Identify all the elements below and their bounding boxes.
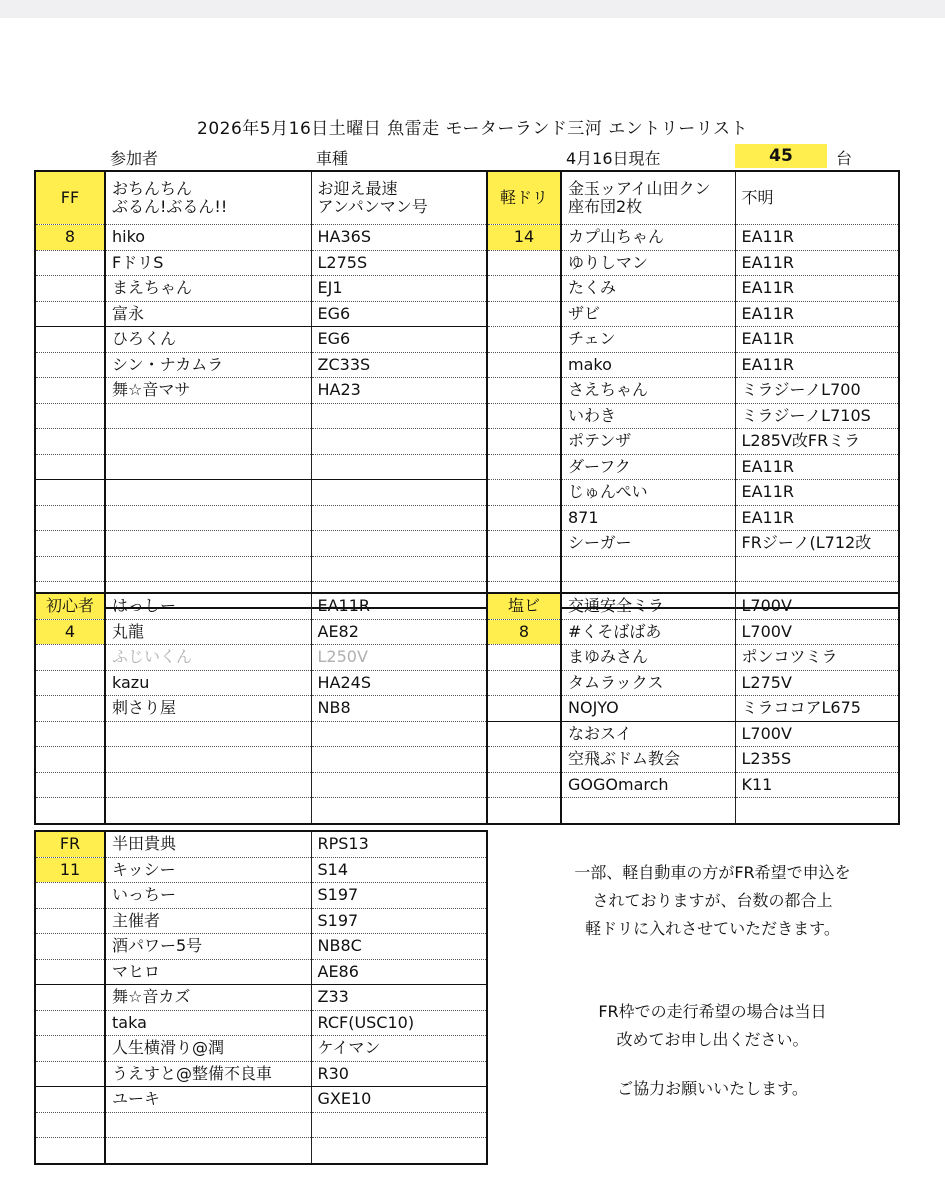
label-cell — [487, 301, 561, 327]
participant-name: ポテンザ — [561, 429, 735, 455]
participant-name: NOJYO — [561, 696, 735, 722]
label-cell — [35, 959, 105, 985]
label-cell — [487, 798, 561, 824]
table-row — [487, 798, 899, 824]
car-model: 不明 — [735, 171, 899, 225]
car-model — [311, 1112, 487, 1138]
label-cell — [35, 250, 105, 276]
participant-name: おちんちん ぶるん!ぶるん!! — [105, 171, 311, 225]
car-model: L285V改FRミラ — [735, 429, 899, 455]
participant-name — [105, 747, 311, 773]
label-cell — [35, 505, 105, 531]
label-cell — [35, 531, 105, 557]
category-label: 塩ビ — [487, 593, 561, 619]
participant-name: ザビ — [561, 301, 735, 327]
table-row — [35, 883, 487, 909]
label-cell — [35, 798, 105, 824]
notice-line-5: 改めてお申し出ください。 — [616, 1030, 809, 1049]
kei-drift-table — [486, 170, 900, 609]
category-count: 11 — [35, 857, 105, 883]
table-row — [35, 225, 487, 251]
participant-name: 空飛ぶドム教会 — [561, 747, 735, 773]
table-row — [35, 556, 487, 582]
table-row — [35, 619, 487, 645]
table-row — [487, 429, 899, 455]
label-cell — [487, 378, 561, 404]
table-row — [487, 480, 899, 506]
participant-name: マヒロ — [105, 959, 311, 985]
table-row — [487, 301, 899, 327]
car-model: RCF(USC10) — [311, 1010, 487, 1036]
car-model — [735, 556, 899, 582]
car-model: ZC33S — [311, 352, 487, 378]
table-row — [35, 593, 487, 619]
car-model: GXE10 — [311, 1087, 487, 1113]
car-header: 車種 — [316, 149, 349, 168]
car-model — [311, 531, 487, 557]
label-cell — [35, 1036, 105, 1062]
car-model: EA11R — [735, 327, 899, 353]
table-row — [487, 772, 899, 798]
car-model: EA11R — [735, 505, 899, 531]
table-row — [487, 378, 899, 404]
table-row — [35, 696, 487, 722]
category-label: 初心者 — [35, 593, 105, 619]
participant-name: 酒パワー5号 — [105, 934, 311, 960]
label-cell — [35, 276, 105, 302]
label-cell — [35, 908, 105, 934]
car-model — [311, 772, 487, 798]
car-model: お迎え最速 アンパンマン号 — [311, 171, 487, 225]
car-model: EG6 — [311, 327, 487, 353]
car-model: EJ1 — [311, 276, 487, 302]
participant-name — [105, 1112, 311, 1138]
label-cell — [487, 429, 561, 455]
car-model: FRジーノ(L712改 — [735, 531, 899, 557]
car-model: L275V — [735, 670, 899, 696]
participant-name: さえちゃん — [561, 378, 735, 404]
category-label: 軽ドリ — [487, 171, 561, 225]
label-cell — [35, 556, 105, 582]
table-row — [35, 352, 487, 378]
label-cell — [487, 696, 561, 722]
label-cell — [35, 1112, 105, 1138]
label-cell — [487, 645, 561, 671]
category-count: 8 — [487, 619, 561, 645]
table-row — [487, 171, 899, 225]
table-row — [487, 645, 899, 671]
label-cell — [35, 721, 105, 747]
car-model — [311, 454, 487, 480]
label-cell — [487, 531, 561, 557]
label-cell — [35, 645, 105, 671]
car-model: EG6 — [311, 301, 487, 327]
participant-name: なおスイ — [561, 721, 735, 747]
participant-name: まゆみさん — [561, 645, 735, 671]
table-row — [487, 619, 899, 645]
car-model: NB8 — [311, 696, 487, 722]
participant-name: キッシー — [105, 857, 311, 883]
notice-line-1: 一部、軽自動車の方がFR希望で申込を — [574, 863, 851, 882]
participant-name: 主催者 — [105, 908, 311, 934]
fr-table — [34, 830, 488, 1165]
participant-name: はっしー — [105, 593, 311, 619]
table-row — [487, 225, 899, 251]
car-model: L700V — [735, 619, 899, 645]
participant-name: チェン — [561, 327, 735, 353]
car-model: K11 — [735, 772, 899, 798]
table-row — [35, 276, 487, 302]
car-model: HA23 — [311, 378, 487, 404]
table-row — [35, 505, 487, 531]
table-row — [35, 747, 487, 773]
participant-name — [105, 772, 311, 798]
participant-name: 舞☆音カズ — [105, 985, 311, 1011]
table-row — [35, 959, 487, 985]
table-row — [487, 276, 899, 302]
label-cell — [487, 556, 561, 582]
label-cell — [35, 670, 105, 696]
car-model: S197 — [311, 908, 487, 934]
label-cell — [35, 352, 105, 378]
label-cell — [487, 480, 561, 506]
table-row — [35, 301, 487, 327]
label-cell — [35, 1087, 105, 1113]
table-row — [487, 403, 899, 429]
participant-name: 富永 — [105, 301, 311, 327]
participant-name — [105, 454, 311, 480]
category-label: FR — [35, 831, 105, 857]
car-model — [311, 480, 487, 506]
table-row — [35, 403, 487, 429]
label-cell — [35, 696, 105, 722]
car-model: EA11R — [311, 593, 487, 619]
table-row — [35, 378, 487, 404]
car-model: AE82 — [311, 619, 487, 645]
table-row — [487, 454, 899, 480]
participant-name: 舞☆音マサ — [105, 378, 311, 404]
notice-line-6: ご協力お願いいたします。 — [617, 1079, 808, 1098]
car-model — [311, 721, 487, 747]
notice-line-2: されておりますが、台数の都合上 — [592, 891, 833, 910]
participant-name: taka — [105, 1010, 311, 1036]
participant-name: 刺さり屋 — [105, 696, 311, 722]
car-model: AE86 — [311, 959, 487, 985]
car-model — [311, 505, 487, 531]
participant-name — [105, 531, 311, 557]
participant-header: 参加者 — [110, 149, 159, 168]
table-row — [487, 250, 899, 276]
participant-name: kazu — [105, 670, 311, 696]
label-cell — [487, 327, 561, 353]
label-cell — [35, 327, 105, 353]
table-row — [35, 1138, 487, 1164]
table-row — [35, 250, 487, 276]
table-row — [35, 908, 487, 934]
label-cell — [35, 747, 105, 773]
participant-name: いわき — [561, 403, 735, 429]
label-cell — [487, 276, 561, 302]
table-row — [487, 505, 899, 531]
participant-name: hiko — [105, 225, 311, 251]
table-row — [35, 857, 487, 883]
participant-name: いっちー — [105, 883, 311, 909]
table-row — [35, 670, 487, 696]
label-cell — [35, 934, 105, 960]
car-model: L235S — [735, 747, 899, 773]
participant-name: 金玉ッアイ山田クン 座布団2枚 — [561, 171, 735, 225]
table-row — [35, 531, 487, 557]
car-model: EA11R — [735, 301, 899, 327]
beginner-table — [34, 592, 488, 825]
table-row — [35, 429, 487, 455]
label-cell — [35, 883, 105, 909]
participant-name: ふじいくん — [105, 645, 311, 671]
table-row — [35, 645, 487, 671]
label-cell — [35, 1010, 105, 1036]
label-cell — [487, 772, 561, 798]
table-row — [487, 747, 899, 773]
category-label: FF — [35, 171, 105, 225]
car-model: ポンコツミラ — [735, 645, 899, 671]
car-model: EA11R — [735, 225, 899, 251]
table-row — [35, 1087, 487, 1113]
label-cell — [487, 352, 561, 378]
table-row — [35, 985, 487, 1011]
table-row — [35, 1112, 487, 1138]
label-cell — [487, 505, 561, 531]
label-cell — [35, 1138, 105, 1164]
car-model: R30 — [311, 1061, 487, 1087]
car-model: ミラジーノL710S — [735, 403, 899, 429]
label-cell — [35, 772, 105, 798]
car-model — [311, 556, 487, 582]
label-cell — [487, 670, 561, 696]
car-model: ミラココアL675 — [735, 696, 899, 722]
table-row — [35, 1061, 487, 1087]
car-model: EA11R — [735, 352, 899, 378]
table-row — [487, 531, 899, 557]
count-unit: 台 — [836, 149, 853, 168]
car-model: EA11R — [735, 276, 899, 302]
car-model: S14 — [311, 857, 487, 883]
table-row — [487, 721, 899, 747]
participant-name: #くそばばあ — [561, 619, 735, 645]
category-count: 8 — [35, 225, 105, 251]
table-row — [487, 593, 899, 619]
ff-table — [34, 170, 488, 609]
car-model: HA36S — [311, 225, 487, 251]
car-model — [311, 798, 487, 824]
participant-name — [561, 556, 735, 582]
top-bar — [0, 0, 945, 18]
participant-name: FドリS — [105, 250, 311, 276]
participant-name — [561, 798, 735, 824]
label-cell — [35, 1061, 105, 1087]
participant-name — [105, 480, 311, 506]
participant-name — [105, 556, 311, 582]
total-count: 45 — [735, 144, 827, 168]
category-count: 4 — [35, 619, 105, 645]
label-cell — [35, 301, 105, 327]
table-row — [487, 352, 899, 378]
car-model — [311, 1138, 487, 1164]
car-model — [311, 403, 487, 429]
table-row — [35, 831, 487, 857]
table-row — [35, 934, 487, 960]
car-model: NB8C — [311, 934, 487, 960]
participant-name: 871 — [561, 505, 735, 531]
label-cell — [487, 403, 561, 429]
table-row — [487, 556, 899, 582]
label-cell — [487, 250, 561, 276]
table-row — [35, 1036, 487, 1062]
participant-name: 半田貴典 — [105, 831, 311, 857]
participant-name — [105, 721, 311, 747]
participant-name: mako — [561, 352, 735, 378]
participant-name: たくみ — [561, 276, 735, 302]
car-model — [311, 747, 487, 773]
category-count: 14 — [487, 225, 561, 251]
page-title: 2026年5月16日土曜日 魚雷走 モーターランド三河 エントリーリスト — [197, 119, 748, 139]
car-model — [311, 429, 487, 455]
participant-name: シン・ナカムラ — [105, 352, 311, 378]
car-model — [735, 798, 899, 824]
participant-name — [105, 798, 311, 824]
participant-name: 丸龍 — [105, 619, 311, 645]
car-model: S197 — [311, 883, 487, 909]
participant-name: カプ山ちゃん — [561, 225, 735, 251]
participant-name — [105, 505, 311, 531]
car-model: L250V — [311, 645, 487, 671]
shiobi-rows — [487, 593, 899, 824]
fr-rows — [35, 831, 487, 1164]
car-model: HA24S — [311, 670, 487, 696]
as-of-date: 4月16日現在 — [566, 149, 661, 168]
participant-name: 人生横滑り@潤 — [105, 1036, 311, 1062]
participant-name: ユーキ — [105, 1087, 311, 1113]
car-model: RPS13 — [311, 831, 487, 857]
car-model: EA11R — [735, 454, 899, 480]
table-row — [35, 171, 487, 225]
participant-name — [105, 1138, 311, 1164]
participant-name — [105, 403, 311, 429]
car-model: ミラジーノL700 — [735, 378, 899, 404]
participant-name: うえすと@整備不良車 — [105, 1061, 311, 1087]
table-row — [487, 696, 899, 722]
beginner-rows — [35, 593, 487, 824]
label-cell — [35, 985, 105, 1011]
table-row — [35, 772, 487, 798]
table-row — [487, 670, 899, 696]
participant-name: ひろくん — [105, 327, 311, 353]
label-cell — [35, 429, 105, 455]
participant-name: じゅんぺい — [561, 480, 735, 506]
car-model: L275S — [311, 250, 487, 276]
participant-name: 交通安全ミラ — [561, 593, 735, 619]
label-cell — [487, 721, 561, 747]
label-cell — [35, 378, 105, 404]
car-model: Z33 — [311, 985, 487, 1011]
table-row — [35, 327, 487, 353]
car-model: EA11R — [735, 250, 899, 276]
table-row — [35, 454, 487, 480]
car-model: EA11R — [735, 480, 899, 506]
table-row — [487, 327, 899, 353]
table-row — [35, 1010, 487, 1036]
car-model: L700V — [735, 593, 899, 619]
kei-drift-rows — [487, 171, 899, 608]
label-cell — [35, 480, 105, 506]
participant-name: シーガー — [561, 531, 735, 557]
table-row — [35, 798, 487, 824]
shiobi-table — [486, 592, 900, 825]
participant-name: まえちゃん — [105, 276, 311, 302]
participant-name — [105, 429, 311, 455]
ff-rows — [35, 171, 487, 608]
label-cell — [35, 403, 105, 429]
label-cell — [487, 747, 561, 773]
participant-name: GOGOmarch — [561, 772, 735, 798]
car-model: ケイマン — [311, 1036, 487, 1062]
table-row — [35, 721, 487, 747]
participant-name: ダーフク — [561, 454, 735, 480]
label-cell — [35, 454, 105, 480]
participant-name: タムラックス — [561, 670, 735, 696]
notice-line-4: FR枠での走行希望の場合は当日 — [598, 1002, 827, 1021]
label-cell — [487, 454, 561, 480]
car-model: L700V — [735, 721, 899, 747]
participant-name: ゆりしマン — [561, 250, 735, 276]
notice-line-3: 軽ドリに入れさせていただきます。 — [585, 919, 840, 938]
table-row — [35, 480, 487, 506]
